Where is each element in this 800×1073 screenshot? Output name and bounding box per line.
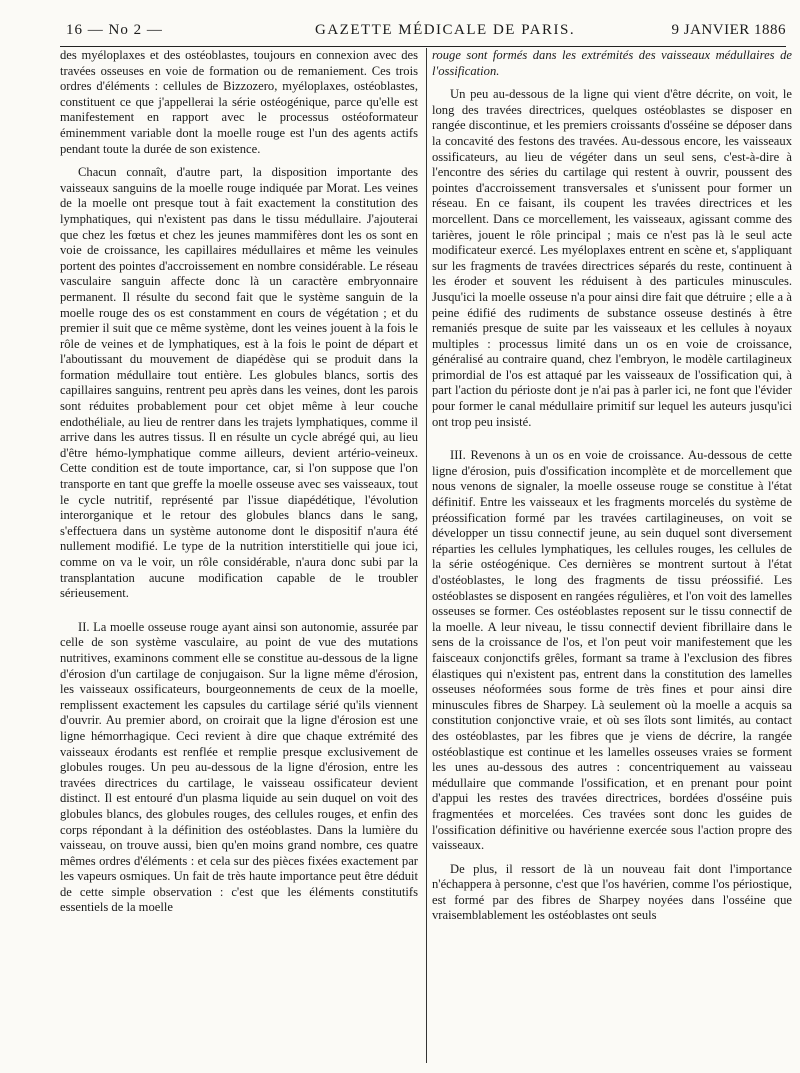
paragraph-section-ii: II. La moelle osseuse rouge ayant ainsi son autonomie, assurée par celle de son système vasculaire, au point de vue des mutations nutritives, examinons comment elle se constitue au-dessous de la ligne d'érosion d'un cartilage de conjugaison. Sur la ligne même d'érosion, les vaisseaux ossificateurs, bourgeonnements de ceux de la moelle, remplissent exactement les capsules du cartilage sérié qu'ils viennent d'ouvrir. Au premier abord, on croirait que la ligne d'érosion est une ligne hémorrhagique. Ceci revient à dire que chaque extrémité des vaisseaux érodants est renflée et remplie presque exclusivement de globules rouges. Un peu au-dessous de la ligne d'érosion, entre les travées directrices du cartilage, le vaisseau ossificateur devient distinct. Il est entouré d'un plasma liquide au sein duquel on voit des globules blancs, des globules rouges, des cellules rouges, et enfin des corps répondant à la définition des ostéoblastes. Dans la lumière du vaisseau, on trouve aussi, bien qu'en moins grand nombre, ces quatre mêmes ordres d'éléments : et cela sur des pièces fixées exactement par les vapeurs osmiques. Un fait de très haute importance peut être déduit de cette simple observation : c'est que les éléments constitutifs essentiels de la moelle [60, 619, 418, 915]
issue-date: 9 JANVIER 1886 [671, 22, 786, 38]
paragraph-vaisseaux-sanguins: Chacun connaît, d'autre part, la disposition importante des vaisseaux sanguins de la moelle rouge indiquée par Morat. Les veines de la moelle ont presque tout à fait exactement la constitution des lymphatiques, qui n'existent pas dans le tissu médullaire. J'ajouterai que chez les fœtus et chez les jeunes mammifères dont les os sont en voie de croissance, les capillaires médullaires et même les veinules portent des pointes d'accroissement en nombre considérable. Le réseau vasculaire sanguin affecte donc là un caractère embryonnaire permanent. Il résulte du second fait que le système sanguin de la moelle rouge des os est constamment en cours de végétation ; et du premier il suit que ce même système, dont les veines jouent à la fois le rôle de veines et de lymphatiques, est à la fois le point de départ et l'aboutissant du mouvement de diapédèse qui se produit dans la formation médullaire tout entière. Les globules blancs, sortis des capillaires sanguins, rentrent peu après dans les veines, dont les parois sont réduites probablement pour cet objet même à leur couche endothéliale, au lieu de rentrer dans les trajets lymphatiques, comme il arrive dans les autres tissus. Il en résulte un cycle abrégé qui, au lieu d'être hémo-lymphatique comme ailleurs, devient artério-veineux. Cette condition est de toute importance, car, si l'on suppose que l'on transporte en tant que greffe la moelle osseuse avec ses vaisseaux, tout le cycle nutritif, représenté par l'issue diapédétique, l'évolution interorganique et le retour des globules blancs dans le sang, s'effectuera dans un système autonome dont le dispositif n'aura été nullement modifié. Le type de la nutrition interstitielle qui joue ici, comme on va le voir, un rôle considérable, n'aura donc subi par la transplantation aucune modification capable de le troubler sérieusement. [60, 165, 418, 601]
column-divider [426, 48, 427, 1063]
paragraph-ostéoblastes: Un peu au-dessous de la ligne qui vient d'être décrite, on voit, le long des travées directrices, quelques ostéoblastes se disposer en rangée discontinue, et les premiers croissants d'osséine se déposer dans la concavité des festons des travées. Au-dessous encore, les vaisseaux ossificateurs, au lieu de végéter dans un seul sens, c'est-à-dire à l'encontre des séries du cartilage qui restent à ouvrir, poussent des pointes d'accroissement transversales et s'unissent pour former un réseau. En ce faisant, ils coupent les travées directrices et les morcellent. Dans ce morcellement, les vaisseaux, agissant comme des tarières, jouent le rôle principal ; mais ce n'est pas là le seul acte modificateur exercé. Les myéloplaxes entrent en scène et, s'appliquant sur les fragments de travées directrices séparés du reste, continuent à les éroder et souvent les réduisent à des particules minuscules. Jusqu'ici la moelle osseuse n'a pour ainsi dire fait que détruire ; elle a à peine édifié des rudiments de substance osseuse destinés à être remaniés presque de suite par les vaisseaux et les cellules à noyaux multiples : processus limité dans un os en voie de croissance, généralisé au contraire quand, chez l'embryon, le modèle cartilagineux primordial de l'os est attaqué par les vaisseaux de l'ossification qui, à part l'action du périoste dont je n'ai pas à parler ici, ne font que l'évider pour former le canal médullaire primitif sur lequel les auteurs jusqu'ici ont trop peu insisté. [432, 87, 792, 429]
paragraph-series-osteogenique: des myéloplaxes et des ostéoblastes, toujours en connexion avec des travées osseuses en voie de formation ou de remaniement. Ces trois ordres d'éléments : cellules de Bizzozero, myéloplaxes, ostéoblastes, constituent ce que j'appellerai la série ostéogénique, parce qu'elle est manifestement en rapport avec le processus ostéoformateur éminemment variable dont la moelle rouge est l'un des agents actifs pendant toute la durée de son existence. [60, 48, 418, 156]
paragraph-section-iii: III. Revenons à un os en voie de croissance. Au-dessous de cette ligne d'érosion, puis d'ossification incomplète et de morcellement que nous venons de signaler, la moelle osseuse rouge se constitue à l'état définitif. Entre les vaisseaux et les fragments morcelés du système de préossification formé par les travées cartilagineuses, on voit se développer un tissu connectif jeune, au sein duquel sont diversement réparties les cellules lymphatiques, les cellules rouges, les cellules de la série ostéogénique. Ces dernières se montrent surtout à l'état d'ostéoblastes, le long des fragments de tissu préossifié. Les ostéoblastes se disposent en rangées régulières, et l'on voit des lamelles osseuses se former. Ces ostéoblastes reposent sur le tissu connectif de la moelle. A leur niveau, le tissu connectif devient fibrillaire dans le sens de la croissance de l'os, et l'on peut voir manifestement que les faisceaux conjonctifs grêles, formant sa trame à l'exclusion des fibres élastiques qui n'existent pas, entrent dans la constitution des lamelles osseuses néoformées sous forme de très fines et pour ainsi dire minuscules fibres de Sharpey. Là seulement où la moelle a acquis sa constitution conjonctive vraie, et où ses îlots sont limités, au contact des ostéoblastes, par les fibres que je viens de décrire, la rangée ostéoblastique est continue et les lamelles osseuses vraies se forment les unes au-dessous des autres : concentriquement au vaisseau médullaire que commande l'ossification, et en prenant pour point d'appui les restes des travées directrices, bordées d'osséine puis fragmentées et morcelées. Ces travées sont donc les guides de l'ossification définitive ou havérienne exercée sous l'action propre des vaisseaux. [432, 448, 792, 853]
italic-continuation: rouge sont formés dans les extrémités des vaisseaux médullaires de l'ossification. [432, 48, 792, 78]
left-column [60, 48, 418, 916]
page-header [60, 22, 786, 47]
right-column [432, 48, 792, 924]
page-number: 16 — No 2 — [66, 22, 163, 38]
paragraph-continuation [432, 48, 792, 79]
journal-title: GAZETTE MÉDICALE DE PARIS. [315, 22, 576, 38]
paragraph-os-haverien: De plus, il ressort de là un nouveau fait dont l'importance n'échappera à personne, c'est que l'os havérien, comme l'os périostique, est formé par des fibres de Sharpey noyées dans l'osséine que vraisemblablement les ostéoblastes ont seuls [432, 861, 792, 923]
